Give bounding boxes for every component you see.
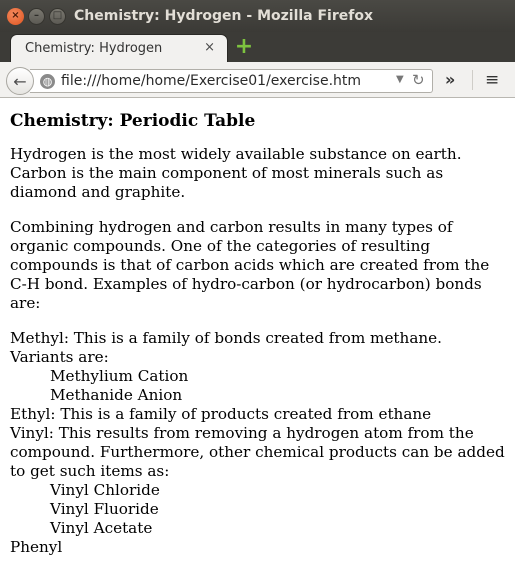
methyl-variant: Methylium Cation [50, 367, 189, 385]
vinyl-item: Vinyl: This results from removing a hydrogen atom from the compound. Furthermore, other chemical products can be added to get such items as: [10, 424, 505, 480]
tab-chemistry-hydrogen[interactable] [10, 34, 228, 62]
methyl-item: Methyl: This is a family of bonds created from methane. Variants are: [10, 329, 442, 366]
vinyl-product: Vinyl Acetate [50, 519, 153, 537]
minimize-window-button[interactable]: – [28, 8, 45, 25]
window-title: Chemistry: Hydrogen - Mozilla Firefox [74, 8, 373, 24]
vinyl-product: Vinyl Chloride [50, 481, 160, 499]
hamburger-menu-icon[interactable]: ≡ [485, 70, 500, 90]
navigation-toolbar [0, 62, 515, 98]
window-controls [7, 8, 66, 25]
close-tab-icon[interactable]: × [204, 40, 215, 55]
compounds-paragraph: Combining hydrogen and carbon results in many types of organic compounds. One of the categories of resulting compounds is that of carbon acids which are created from the C-H bond. Examples of hydro-carbon (or hydrocarbon) bonds are: [10, 218, 490, 312]
tab-strip [0, 32, 515, 62]
page-title: Chemistry: Periodic Table [10, 111, 256, 131]
maximize-window-button[interactable]: □ [49, 8, 66, 25]
window-titlebar [0, 0, 515, 32]
toolbar-separator [472, 70, 473, 90]
hydrocarbon-list [10, 329, 508, 557]
page-content [10, 104, 508, 557]
methyl-variant: Methanide Anion [50, 386, 183, 404]
vinyl-product: Vinyl Fluoride [50, 500, 159, 518]
back-button[interactable] [6, 67, 34, 95]
close-window-button[interactable]: × [7, 8, 24, 25]
overflow-chevron-icon[interactable]: » [445, 70, 456, 89]
intro-paragraph: Hydrogen is the most widely available substance on earth. Carbon is the main component of most minerals such as diamond and graphite. [10, 145, 462, 201]
url-text[interactable]: file:///home/home/Exercise01/exercise.htm [61, 73, 362, 89]
back-arrow-icon: ← [13, 71, 27, 91]
url-bar[interactable] [30, 69, 433, 93]
tab-label: Chemistry: Hydrogen [25, 41, 163, 56]
new-tab-plus-icon[interactable]: + [234, 34, 254, 59]
phenyl-item: Phenyl [10, 538, 63, 556]
ethyl-item: Ethyl: This is a family of products created from ethane [10, 405, 432, 423]
globe-icon[interactable]: ◍ [40, 74, 55, 89]
url-dropdown-icon[interactable]: ▼ [396, 74, 404, 85]
reload-icon[interactable]: ↻ [412, 71, 425, 89]
